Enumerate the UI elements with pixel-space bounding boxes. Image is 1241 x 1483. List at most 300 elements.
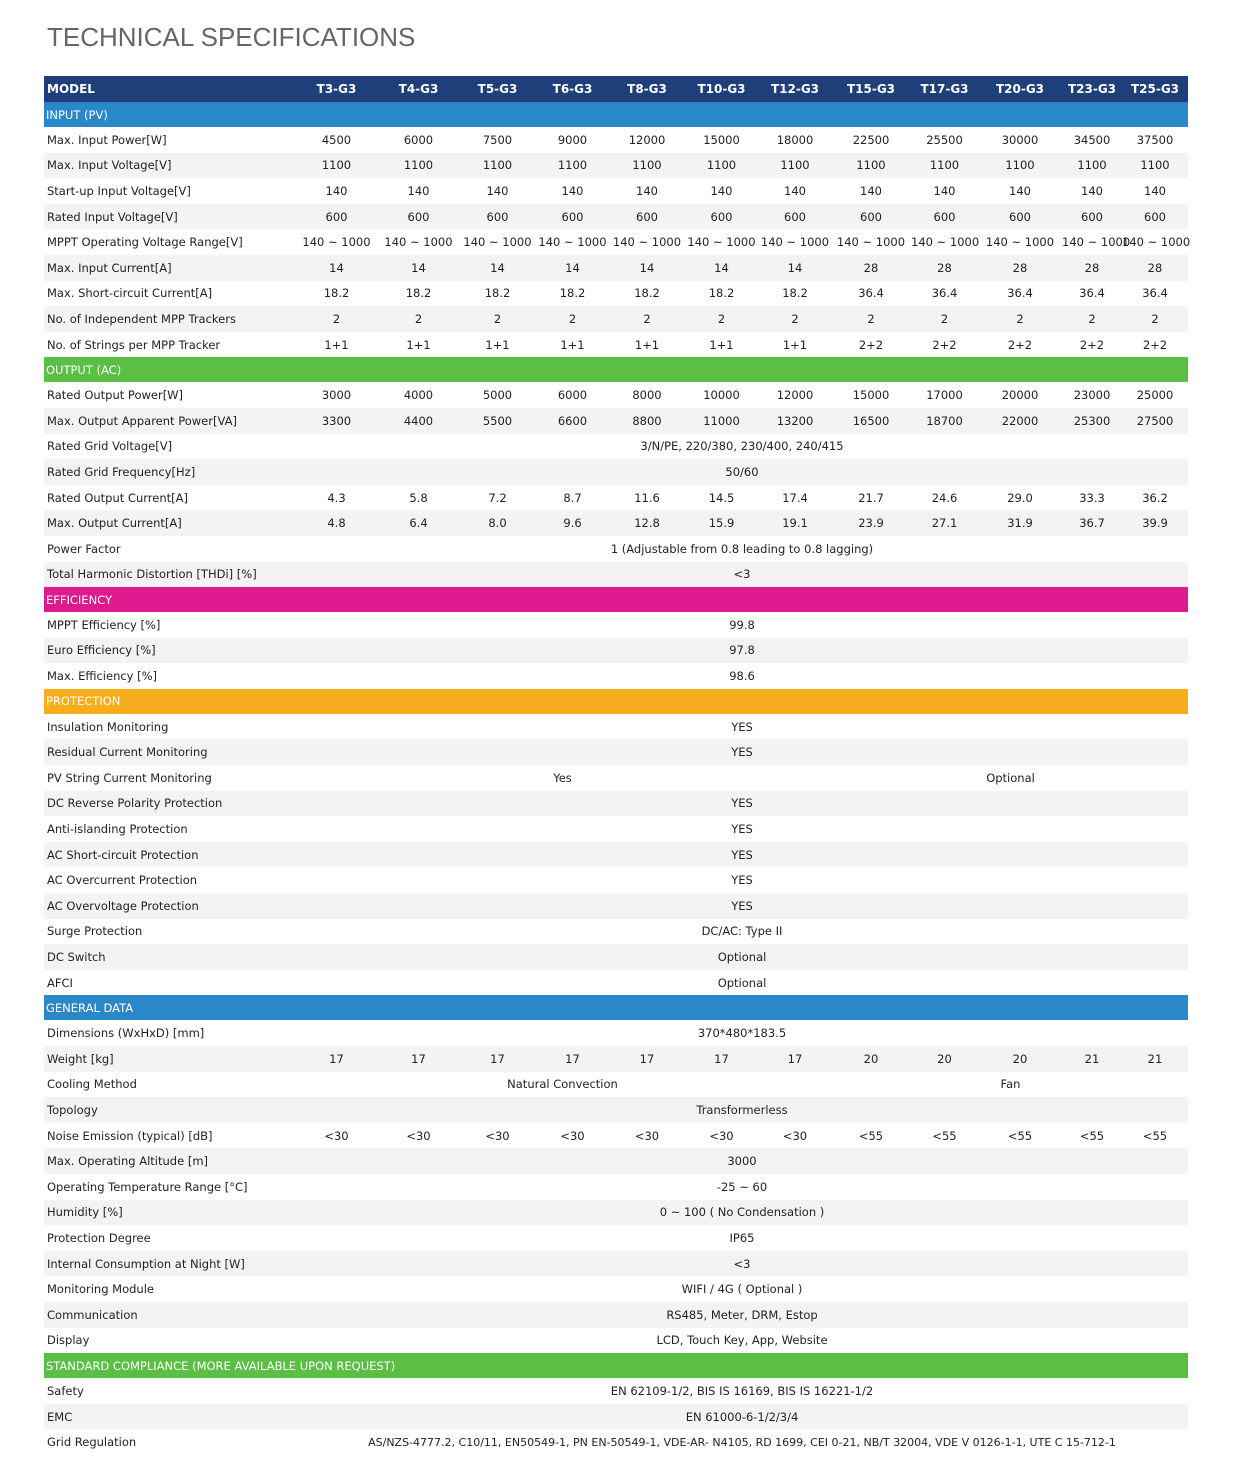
model-t23-g3: T23-G3 [1062,76,1122,102]
spec-value-span: YES [296,739,1188,765]
spec-value: 2+2 [1007,337,1033,352]
spec-row-no-of-strings-per-mpp-tracker [44,332,1188,358]
spec-value: 34500 [1073,132,1111,147]
spec-value: 140 [1081,183,1103,198]
spec-value: 18000 [776,132,814,147]
spec-value: <30 [324,1128,349,1143]
spec-value-span: YES [731,822,753,837]
spec-value: 600 [684,204,759,230]
spec-value: 18700 [911,408,978,434]
spec-value: 140 ~ 1000 [463,235,532,250]
spec-value: 17 [535,1046,610,1072]
spec-value: 2 [377,306,460,332]
spec-value: 18.2 [559,286,586,301]
spec-value: 12000 [628,132,666,147]
spec-value: 600 [377,204,460,230]
spec-label: Max. Short-circuit Current[A] [47,286,213,301]
spec-value: 2 [759,306,831,332]
spec-value: 10000 [703,388,740,403]
spec-label: Max. Output Apparent Power[VA] [44,408,296,434]
spec-value: 17.4 [782,490,808,505]
spec-value: 6000 [403,132,434,147]
spec-value: 2 [1122,306,1188,332]
spec-label: Insulation Monitoring [47,719,169,734]
spec-value: 17 [377,1046,460,1072]
spec-value: 5000 [482,388,513,403]
spec-value-span: 370*480*183.5 [697,1026,787,1041]
spec-value-span: 0 ~ 100 ( No Condensation ) [296,1200,1188,1226]
spec-label: Dimensions (WxHxD) [mm] [47,1026,205,1041]
model-header-label: MODEL [44,76,296,102]
spec-value: 2 [978,306,1062,332]
spec-value: 22000 [978,408,1062,434]
spec-label: Cooling Method [47,1077,137,1092]
spec-value: 3000 [321,388,352,403]
spec-value-span: <3 [296,562,1188,588]
spec-label: Max. Input Voltage[V] [44,153,296,179]
spec-value: 1100 [296,153,377,179]
spec-value: 140 [933,183,956,198]
spec-row-humidity [44,1200,1188,1226]
spec-value: <55 [858,1128,884,1143]
spec-value: 36.7 [1062,510,1122,536]
spec-value: 21 [1122,1046,1188,1072]
spec-value: 20000 [1001,388,1039,403]
spec-value: 14 [610,255,684,281]
spec-value: 20 [911,1046,978,1072]
spec-value: 2+2 [1142,337,1168,352]
spec-row-noise-emission-typical-db [44,1123,1188,1149]
model-t15-g3: T15-G3 [831,76,911,102]
spec-label: Rated Output Power[W] [47,388,184,403]
spec-label: AC Overvoltage Protection [44,893,296,919]
spec-value-span: YES [296,842,1188,868]
spec-row-max-input-voltage-v [44,153,1188,179]
spec-label: Max. Operating Altitude [m] [44,1148,296,1174]
spec-value: 36.2 [1142,490,1168,505]
page-title: TECHNICAL SPECIFICATIONS [47,22,416,52]
spec-row-dc-reverse-polarity-protection [44,791,1188,817]
spec-value: 140 [486,183,509,198]
spec-value: 15000 [852,388,890,403]
spec-value: 14 [460,255,535,281]
spec-value: 4400 [377,408,460,434]
spec-value: 2 [535,306,610,332]
spec-row-rated-grid-frequency-hz [44,459,1188,485]
spec-value-span: IP65 [729,1230,755,1245]
spec-value: 2 [460,306,535,332]
spec-value: 140 [561,183,584,198]
spec-value: 1100 [610,153,684,179]
spec-value: 140 [860,183,882,198]
spec-value: 25500 [926,132,963,147]
spec-row-ac-overcurrent-protection [44,867,1188,893]
model-t6-g3: T6-G3 [535,76,610,102]
spec-row-surge-protection [44,919,1188,945]
spec-value-span: 99.8 [729,617,755,632]
spec-value: <30 [406,1128,431,1143]
spec-value: 1100 [1062,153,1122,179]
spec-value: 6000 [557,388,588,403]
spec-label: Start-up Input Voltage[V] [47,183,191,198]
spec-value: 140 [407,183,430,198]
spec-label: Anti-islanding Protection [47,822,188,837]
model-t3-g3: T3-G3 [296,76,377,102]
spec-value: 1100 [759,153,831,179]
spec-value: 23.9 [831,510,911,536]
spec-value-span: WIFI / 4G ( Optional ) [681,1282,803,1297]
model-t5-g3: T5-G3 [460,76,535,102]
spec-value: 28 [911,255,978,281]
model-t20-g3: T20-G3 [978,76,1062,102]
spec-label: Power Factor [47,541,121,556]
spec-row-display [44,1328,1188,1354]
spec-row-ac-short-circuit-protection [44,842,1188,868]
spec-row-dc-switch [44,944,1188,970]
spec-value: 140 ~ 1000 [1122,235,1191,250]
spec-label: Display [47,1333,90,1348]
spec-row-safety [44,1378,1188,1404]
spec-label: Weight [kg] [44,1046,296,1072]
spec-value-span: YES [296,791,1188,817]
spec-label: No. of Strings per MPP Tracker [47,337,221,352]
spec-label: No. of Independent MPP Trackers [44,306,296,332]
spec-row-mppt-operating-voltage-range-v [44,229,1188,255]
spec-label: Residual Current Monitoring [44,739,296,765]
spec-value: 2+2 [1079,337,1105,352]
spec-value: 39.9 [1122,510,1188,536]
spec-row-dimensions-wxhxd-mm [44,1020,1188,1046]
spec-value: 18.2 [323,286,350,301]
spec-value: 140 ~ 1000 [911,235,980,250]
spec-value-span: DC/AC: Type II [701,924,783,939]
spec-label: Max. Efficiency [%] [47,669,158,684]
spec-row-weight-kg [44,1046,1188,1072]
spec-value-span: 3/N/PE, 220/380, 230/400, 240/415 [640,439,844,454]
spec-label: Euro Efficiency [%] [44,638,296,664]
spec-label: Protection Degree [47,1230,151,1245]
section-general-data [44,995,1188,1020]
spec-value: 140 ~ 1000 [760,235,830,250]
spec-label: Rated Grid Voltage[V] [47,439,173,454]
spec-value-span: Optional [296,944,1188,970]
spec-row-protection-degree [44,1225,1188,1251]
spec-value: 27.1 [911,510,978,536]
spec-row-total-harmonic-distortion-thdi [44,562,1188,588]
spec-value: <30 [634,1128,660,1143]
spec-value: <30 [560,1128,585,1143]
spec-label: AC Short-circuit Protection [44,842,296,868]
spec-row-start-up-input-voltage-v [44,178,1188,204]
spec-label: Safety [47,1383,84,1398]
spec-value: 1100 [684,153,759,179]
spec-value: 600 [1062,204,1122,230]
spec-label: Humidity [%] [44,1200,296,1226]
spec-label: Grid Regulation [47,1435,137,1450]
spec-label: Rated Input Voltage[V] [44,204,296,230]
spec-value: 37500 [1136,132,1174,147]
spec-row-mppt-efficiency [44,612,1188,638]
spec-value: <55 [1079,1128,1105,1143]
spec-value-span: <3 [296,1251,1188,1277]
spec-value: <55 [932,1128,957,1143]
spec-value: 2 [610,306,684,332]
spec-label: Max. Input Current[A] [44,255,296,281]
spec-value: 23000 [1073,388,1111,403]
spec-value: 140 ~ 1000 [1062,235,1131,250]
spec-value: 7.2 [488,490,507,505]
spec-value: 14 [759,255,831,281]
spec-value: 2 [831,306,911,332]
spec-value: 14 [377,255,460,281]
spec-label: Operating Temperature Range [°C] [47,1179,248,1194]
model-t12-g3: T12-G3 [759,76,831,102]
spec-value: 25000 [1136,388,1174,403]
spec-value: 14 [535,255,610,281]
spec-value: 3300 [296,408,377,434]
spec-value: 600 [1122,204,1188,230]
spec-value: 2+2 [932,337,957,352]
spec-value: 30000 [1001,132,1039,147]
section-input-pv [44,102,1188,127]
spec-row-insulation-monitoring [44,714,1188,740]
spec-value: 18.2 [405,286,432,301]
spec-row-residual-current-monitoring [44,739,1188,765]
spec-label: DC Reverse Polarity Protection [44,791,296,817]
spec-value: 1100 [460,153,535,179]
spec-value-span: YES [296,893,1188,919]
spec-value: 140 ~ 1000 [836,235,906,250]
spec-label: Noise Emission (typical) [dB] [47,1128,213,1143]
spec-value: 4.3 [327,490,346,505]
spec-row-cooling-method [44,1072,1188,1098]
spec-value: 2 [296,306,377,332]
spec-value: 21 [1062,1046,1122,1072]
spec-value: 1+1 [634,337,660,352]
spec-value-span: AS/NZS-4777.2, C10/11, EN50549-1, PN EN-50549-1, VDE-AR- N4105, RD 1699, CEI 0-21, NB/T 32004, VDE V 0126-1-1, UTE C 15-712-1 [368,1435,1116,1449]
model-t10-g3: T10-G3 [684,76,759,102]
spec-row-operating-temperature-range-c [44,1174,1188,1200]
spec-value: 600 [831,204,911,230]
spec-value-span: EN 61000-6-1/2/3/4 [296,1404,1188,1430]
spec-value: 6600 [535,408,610,434]
spec-label: MPPT Operating Voltage Range[V] [47,235,243,250]
spec-label: AFCI [47,975,73,990]
spec-row-ac-overvoltage-protection [44,893,1188,919]
spec-value: 2+2 [858,337,884,352]
spec-value: 1100 [377,153,460,179]
spec-row-max-input-current-a [44,255,1188,281]
spec-row-communication [44,1302,1188,1328]
spec-value: 28 [831,255,911,281]
spec-label: Internal Consumption at Night [W] [44,1251,296,1277]
spec-value-span: -25 ~ 60 [716,1179,768,1194]
spec-value: 5500 [460,408,535,434]
spec-value: 1+1 [485,337,510,352]
spec-row-emc [44,1404,1188,1430]
spec-value: 17 [759,1046,831,1072]
spec-value: 14 [684,255,759,281]
spec-value: 12.8 [610,510,684,536]
section-efficiency [44,587,1188,612]
spec-value: <55 [1142,1128,1168,1143]
spec-value: 2 [911,306,978,332]
spec-table [44,76,1191,1455]
spec-value: 17000 [926,388,963,403]
spec-value: 15000 [703,132,740,147]
spec-value: 9.6 [535,510,610,536]
spec-value-span: EN 62109-1/2, BIS IS 16169, BIS IS 16221-1/2 [610,1383,874,1398]
spec-row-pv-string-current-monitoring [44,765,1188,791]
spec-value: 1100 [1122,153,1188,179]
spec-value: 1100 [911,153,978,179]
spec-value: 600 [535,204,610,230]
spec-value: 8.7 [563,490,582,505]
section-output-ac [44,357,1188,382]
spec-value: 140 [636,183,658,198]
spec-value-group-1: Natural Convection [507,1077,618,1092]
spec-value: 21.7 [858,490,884,505]
spec-value-group-2: Optional [831,765,1188,791]
spec-value-span: 3000 [296,1148,1188,1174]
spec-label: Monitoring Module [47,1282,154,1297]
spec-value: 12000 [776,388,814,403]
spec-value: 29.0 [1007,490,1033,505]
spec-value: 1100 [978,153,1062,179]
spec-value: <55 [1007,1128,1033,1143]
spec-label: Rated Grid Frequency[Hz] [44,459,296,485]
spec-value-span: 98.6 [729,669,755,684]
spec-value: 25300 [1062,408,1122,434]
spec-row-rated-output-current-a [44,485,1188,511]
spec-value: 9000 [557,132,588,147]
spec-value: 600 [610,204,684,230]
spec-value-span: YES [731,873,753,888]
spec-value: 600 [759,204,831,230]
section-title: EFFICIENCY [44,587,1188,612]
spec-value: 11000 [684,408,759,434]
spec-value: 600 [911,204,978,230]
spec-value: 4000 [403,388,434,403]
spec-value: 28 [978,255,1062,281]
spec-value: 1100 [535,153,610,179]
model-t4-g3: T4-G3 [377,76,460,102]
spec-row-max-output-apparent-power-va [44,408,1188,434]
spec-value: 140 ~ 1000 [687,235,756,250]
model-t8-g3: T8-G3 [610,76,684,102]
spec-label: Rated Output Current[A] [47,490,188,505]
spec-value: 36.4 [931,286,958,301]
spec-row-afci [44,970,1188,996]
spec-row-max-output-current-a [44,510,1188,536]
spec-row-rated-input-voltage-v [44,204,1188,230]
spec-value: 600 [296,204,377,230]
spec-value: 36.4 [858,286,884,301]
spec-value: 27500 [1122,408,1188,434]
spec-value-span: RS485, Meter, DRM, Estop [296,1302,1188,1328]
spec-value: 140 [784,183,806,198]
spec-value: 17 [610,1046,684,1072]
model-header-row [44,76,1188,102]
spec-value: 140 [325,183,348,198]
spec-row-power-factor [44,536,1188,562]
spec-value: 140 [1144,183,1166,198]
spec-label: MPPT Efficiency [%] [47,617,161,632]
spec-value: 33.3 [1079,490,1105,505]
spec-row-euro-efficiency [44,638,1188,664]
model-t17-g3: T17-G3 [911,76,978,102]
spec-value: 140 ~ 1000 [985,235,1055,250]
spec-value: 4.8 [296,510,377,536]
spec-value: 140 ~ 1000 [384,235,453,250]
spec-value: 18.2 [634,286,660,301]
spec-label: EMC [44,1404,296,1430]
spec-value: 2 [684,306,759,332]
spec-value: 8000 [632,388,662,403]
spec-label: Max. Output Current[A] [44,510,296,536]
spec-value: 140 ~ 1000 [538,235,607,250]
spec-value: 140 ~ 1000 [612,235,682,250]
spec-value: 13200 [759,408,831,434]
spec-value: 31.9 [978,510,1062,536]
spec-value: 140 ~ 1000 [302,235,371,250]
spec-value: 19.1 [759,510,831,536]
spec-value: 1+1 [782,337,808,352]
spec-value: 1+1 [324,337,349,352]
spec-value: 36.4 [1079,286,1105,301]
spec-label: Topology [44,1097,296,1123]
spec-value: 140 [1009,183,1031,198]
spec-value: 1+1 [709,337,734,352]
spec-value: 14 [296,255,377,281]
section-title: PROTECTION [44,689,1188,714]
spec-label: DC Switch [44,944,296,970]
spec-value: <30 [709,1128,734,1143]
section-title: OUTPUT (AC) [44,357,1188,382]
spec-value: 22500 [852,132,890,147]
spec-row-max-input-power-w [44,127,1188,153]
spec-label: Surge Protection [47,924,143,939]
spec-value: <30 [782,1128,808,1143]
spec-label: Total Harmonic Distortion [THDi] [%] [44,562,296,588]
spec-value: 20 [831,1046,911,1072]
spec-row-max-efficiency [44,663,1188,689]
spec-value: 17 [684,1046,759,1072]
spec-value: 36.4 [1142,286,1168,301]
spec-value: 600 [460,204,535,230]
spec-row-grid-regulation [44,1429,1188,1455]
spec-value: 2 [1062,306,1122,332]
spec-row-rated-output-power-w [44,382,1188,408]
spec-value: 18.2 [708,286,735,301]
spec-row-max-operating-altitude-m [44,1148,1188,1174]
spec-row-no-of-independent-mpp-trackers [44,306,1188,332]
spec-value: 18.2 [484,286,511,301]
spec-value: 6.4 [377,510,460,536]
spec-row-topology [44,1097,1188,1123]
spec-value: 4500 [321,132,352,147]
spec-row-anti-islanding-protection [44,816,1188,842]
section-title: GENERAL DATA [44,995,1188,1020]
section-title: STANDARD COMPLIANCE (MORE AVAILABLE UPON REQUEST) [44,1353,1188,1378]
spec-value: 18.2 [782,286,808,301]
spec-value-span: 50/60 [296,459,1188,485]
spec-value-group-1: Yes [553,770,572,785]
spec-value: 600 [978,204,1062,230]
section-protection [44,689,1188,714]
spec-label: Communication [44,1302,296,1328]
spec-value-span: Optional [717,975,767,990]
